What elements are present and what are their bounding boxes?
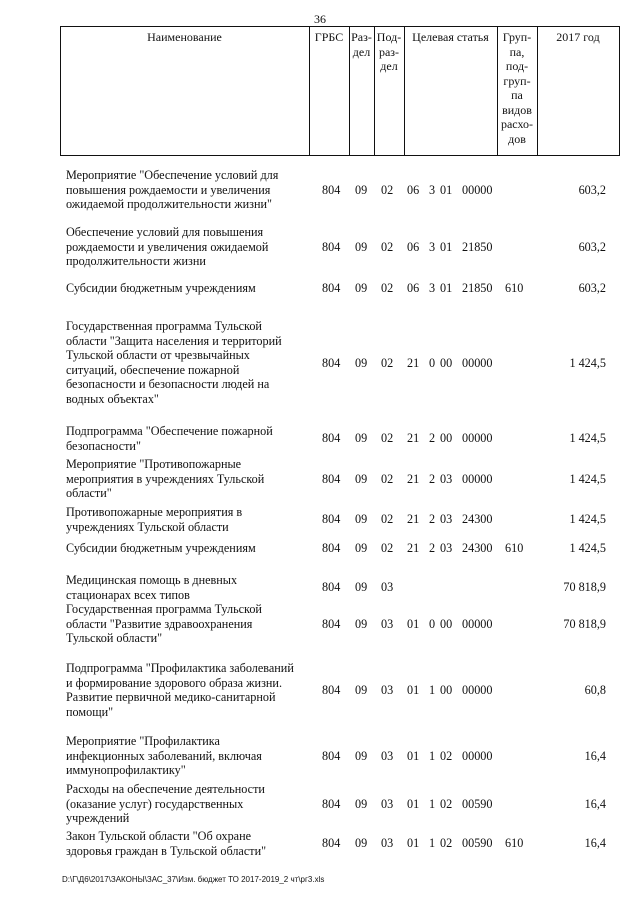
row-grbs: 804 xyxy=(322,836,341,851)
row-cs3: 01 xyxy=(440,182,453,197)
row-name-line: повышения рождаемости и увеличения xyxy=(66,182,271,197)
row-cs4: 00000 xyxy=(462,355,493,370)
row-cs4: 00000 xyxy=(462,616,493,631)
row-cs1: 21 xyxy=(407,431,420,446)
row-rz: 09 xyxy=(355,580,368,595)
row-rz: 09 xyxy=(355,182,368,197)
row-name-line: Расходы на обеспечение деятельности xyxy=(66,782,265,796)
row-cs2: 1 xyxy=(429,836,436,851)
row-name-line: учреждениях Тульской области xyxy=(66,519,229,534)
row-name xyxy=(66,602,304,646)
header-podrazdel-line: Под- xyxy=(376,30,402,44)
row-sum: 1 424,5 xyxy=(569,471,606,486)
row-cs1: 01 xyxy=(407,796,420,811)
row-sum: 70 818,9 xyxy=(563,616,606,631)
header-bottom-border xyxy=(60,155,620,156)
row-cs3: 03 xyxy=(440,512,453,527)
row-name-line: Развитие первичной медико-санитарной xyxy=(66,690,276,705)
file-path-footer: D:\Г\Д6\2017\ЗАКОНЫ\ЗАС_37\Изм. бюджет ТО 2017-2019_2 чт\рг3.xls xyxy=(62,875,325,884)
row-cs2: 2 xyxy=(429,431,436,446)
row-name xyxy=(66,734,304,778)
row-cs3: 02 xyxy=(440,796,453,811)
row-rz: 09 xyxy=(355,796,368,811)
row-name xyxy=(66,573,304,602)
row-cs3: 02 xyxy=(440,836,453,851)
header-razdel xyxy=(349,30,374,59)
row-name-line: области" xyxy=(66,486,112,501)
row-cs4: 00000 xyxy=(462,748,493,763)
row-name-line: безопасности и безопасности людей на xyxy=(66,377,270,392)
header-podrazdel-line: дел xyxy=(380,59,398,73)
header-podrazdel xyxy=(374,30,404,74)
row-cs2: 3 xyxy=(429,182,436,197)
row-rz: 09 xyxy=(355,471,368,486)
row-cs1: 06 xyxy=(407,239,420,254)
row-vr: 610 xyxy=(505,836,524,851)
row-name-line: ситуаций, обеспечение пожарной xyxy=(66,362,240,377)
row-name-line: здоровья граждан в Тульской области" xyxy=(66,843,267,858)
row-sum: 603,2 xyxy=(578,239,606,254)
row-cs4: 21850 xyxy=(462,281,493,295)
row-name-line: Подпрограмма "Обеспечение пожарной xyxy=(66,424,273,438)
row-rz: 09 xyxy=(355,239,368,254)
row-name-line: водных объектах" xyxy=(66,391,159,406)
row-cs3: 01 xyxy=(440,239,453,254)
row-cs3: 00 xyxy=(440,355,453,370)
row-cs2: 3 xyxy=(429,239,436,254)
row-name-line: Обеспечение условий для повышения xyxy=(66,225,264,239)
row-sum: 603,2 xyxy=(578,281,606,295)
header-divider xyxy=(404,26,405,156)
row-vr: 610 xyxy=(505,541,524,555)
row-name xyxy=(66,505,304,534)
header-divider xyxy=(537,26,538,156)
row-cs3: 02 xyxy=(440,748,453,763)
row-grbs: 804 xyxy=(322,541,341,555)
row-rz: 09 xyxy=(355,616,368,631)
row-rz: 09 xyxy=(355,682,368,697)
header-year: 2017 год xyxy=(556,30,600,44)
row-name xyxy=(66,541,304,556)
row-name xyxy=(66,424,304,453)
row-pr: 02 xyxy=(381,471,394,486)
row-name-line: учреждений xyxy=(66,811,130,826)
header-podrazdel-line: раз- xyxy=(378,44,400,59)
row-name-line: Мероприятие "Противопожарные xyxy=(66,457,242,471)
header-group-line: па xyxy=(511,88,523,102)
row-name-line: продолжительности жизни xyxy=(66,254,206,269)
row-cs2: 1 xyxy=(429,748,436,763)
row-name xyxy=(66,168,304,212)
row-sum: 60,8 xyxy=(584,682,606,697)
row-grbs: 804 xyxy=(322,471,341,486)
row-name-line: инфекционных заболеваний, включая xyxy=(66,748,262,763)
row-name-line: Субсидии бюджетным учреждениям xyxy=(66,281,256,295)
row-name xyxy=(66,457,304,501)
row-grbs: 804 xyxy=(322,580,341,595)
row-name-line: помощи" xyxy=(66,704,114,719)
row-rz: 09 xyxy=(355,355,368,370)
row-sum: 16,4 xyxy=(584,796,606,811)
row-pr: 03 xyxy=(381,616,394,631)
row-rz: 09 xyxy=(355,512,368,527)
row-pr: 02 xyxy=(381,512,394,527)
header-top-border xyxy=(60,26,620,27)
row-cs1: 01 xyxy=(407,682,420,697)
header-divider xyxy=(619,26,620,156)
row-cs1: 21 xyxy=(407,541,420,555)
row-sum: 1 424,5 xyxy=(569,355,606,370)
row-sum: 603,2 xyxy=(578,182,606,197)
row-name-line: Закон Тульской области "Об охране xyxy=(66,829,252,843)
row-name-line: области "Защита населения и территорий xyxy=(66,333,282,348)
row-rz: 09 xyxy=(355,431,368,446)
row-sum: 1 424,5 xyxy=(569,431,606,446)
row-rz: 09 xyxy=(355,836,368,851)
row-name-line: области "Развитие здравоохранения xyxy=(66,616,253,631)
header-group-line: груп- xyxy=(503,73,531,88)
row-pr: 02 xyxy=(381,182,394,197)
header-divider xyxy=(309,26,310,156)
row-grbs: 804 xyxy=(322,748,341,763)
header-group xyxy=(497,30,537,146)
row-pr: 03 xyxy=(381,580,394,595)
row-name-line: Противопожарные мероприятия в xyxy=(66,505,243,519)
row-name-line: мероприятия в учреждениях Тульской xyxy=(66,471,265,486)
header-razdel-line: Раз- xyxy=(351,30,372,44)
row-cs4: 00590 xyxy=(462,796,493,811)
row-sum: 70 818,9 xyxy=(563,580,606,595)
header-group-line: дов xyxy=(508,131,526,146)
row-pr: 03 xyxy=(381,836,394,851)
row-grbs: 804 xyxy=(322,682,341,697)
row-rz: 09 xyxy=(355,748,368,763)
row-cs4: 00000 xyxy=(462,471,493,486)
row-name xyxy=(66,281,304,296)
row-name xyxy=(66,319,304,407)
row-name-line: Мероприятие "Обеспечение условий для xyxy=(66,168,279,182)
row-cs3: 03 xyxy=(440,471,453,486)
row-cs1: 06 xyxy=(407,182,420,197)
row-name-line: Медицинская помощь в дневных xyxy=(66,573,238,587)
row-name-line: стационарах всех типов xyxy=(66,587,190,602)
row-name-line: Мероприятие "Профилактика xyxy=(66,734,220,748)
row-name xyxy=(66,829,304,858)
row-cs3: 01 xyxy=(440,281,453,295)
row-grbs: 804 xyxy=(322,431,341,446)
row-cs1: 21 xyxy=(407,355,420,370)
row-name xyxy=(66,782,304,826)
row-rz: 09 xyxy=(355,281,368,295)
row-grbs: 804 xyxy=(322,182,341,197)
row-grbs: 804 xyxy=(322,616,341,631)
row-cs4: 24300 xyxy=(462,512,493,527)
row-cs1: 21 xyxy=(407,512,420,527)
row-pr: 02 xyxy=(381,239,394,254)
header-group-line: Груп- xyxy=(502,30,532,44)
row-grbs: 804 xyxy=(322,281,341,295)
row-name-line: ожидаемой продолжительности жизни" xyxy=(66,197,273,212)
row-name-line: иммунопрофилактику" xyxy=(66,763,186,778)
row-name-line: безопасности" xyxy=(66,438,141,453)
row-cs1: 21 xyxy=(407,471,420,486)
row-sum: 16,4 xyxy=(584,836,606,851)
header-group-line: видов xyxy=(502,102,532,117)
row-name-line: Тульской области" xyxy=(66,631,163,646)
row-name xyxy=(66,225,304,269)
row-cs2: 1 xyxy=(429,682,436,697)
page-number: 36 xyxy=(314,12,326,26)
header-divider xyxy=(60,26,61,156)
row-cs3: 00 xyxy=(440,431,453,446)
row-cs1: 06 xyxy=(407,281,420,295)
row-grbs: 804 xyxy=(322,796,341,811)
row-name-line: Подпрограмма "Профилактика заболеваний xyxy=(66,661,294,675)
row-grbs: 804 xyxy=(322,512,341,527)
row-cs4: 00000 xyxy=(462,431,493,446)
row-cs2: 2 xyxy=(429,541,436,555)
row-name xyxy=(66,661,304,719)
row-pr: 03 xyxy=(381,748,394,763)
row-cs4: 00000 xyxy=(462,682,493,697)
row-vr: 610 xyxy=(505,281,524,295)
header-grbs: ГРБС xyxy=(314,30,344,44)
row-sum: 1 424,5 xyxy=(569,512,606,527)
header-group-line: па, xyxy=(509,44,525,59)
row-cs2: 2 xyxy=(429,471,436,486)
header-group-line: расхо- xyxy=(500,117,534,131)
row-name-line: рождаемости и увеличения ожидаемой xyxy=(66,239,269,254)
header-name: Наименование xyxy=(147,30,222,44)
row-pr: 02 xyxy=(381,355,394,370)
row-name-line: Субсидии бюджетным учреждениям xyxy=(66,541,256,555)
header-group-line: под- xyxy=(505,59,529,73)
row-grbs: 804 xyxy=(322,355,341,370)
row-cs1: 01 xyxy=(407,616,420,631)
row-name-line: Государственная программа Тульской xyxy=(66,602,262,616)
row-rz: 09 xyxy=(355,541,368,555)
row-pr: 02 xyxy=(381,431,394,446)
row-name-line: Государственная программа Тульской xyxy=(66,319,262,333)
row-cs3: 00 xyxy=(440,682,453,697)
row-cs4: 00000 xyxy=(462,182,493,197)
row-pr: 03 xyxy=(381,682,394,697)
row-cs4: 00590 xyxy=(462,836,493,851)
row-pr: 02 xyxy=(381,281,394,295)
row-cs1: 01 xyxy=(407,836,420,851)
row-cs3: 03 xyxy=(440,541,453,555)
row-cs2: 0 xyxy=(429,355,436,370)
header-razdel-line: дел xyxy=(352,44,371,59)
row-name-line: Тульской области от чрезвычайных xyxy=(66,348,250,363)
row-cs2: 0 xyxy=(429,616,436,631)
row-cs2: 3 xyxy=(429,281,436,295)
row-name-line: и формирование здорового образа жизни. xyxy=(66,675,282,690)
row-cs1: 01 xyxy=(407,748,420,763)
row-cs2: 1 xyxy=(429,796,436,811)
row-grbs: 804 xyxy=(322,239,341,254)
header-target: Целевая статья xyxy=(412,30,489,44)
row-cs4: 21850 xyxy=(462,239,493,254)
row-cs3: 00 xyxy=(440,616,453,631)
row-sum: 1 424,5 xyxy=(569,541,606,555)
row-name-line: (оказание услуг) государственных xyxy=(66,796,244,811)
row-cs4: 24300 xyxy=(462,541,493,555)
row-pr: 02 xyxy=(381,541,394,555)
row-pr: 03 xyxy=(381,796,394,811)
row-sum: 16,4 xyxy=(584,748,606,763)
row-cs2: 2 xyxy=(429,512,436,527)
